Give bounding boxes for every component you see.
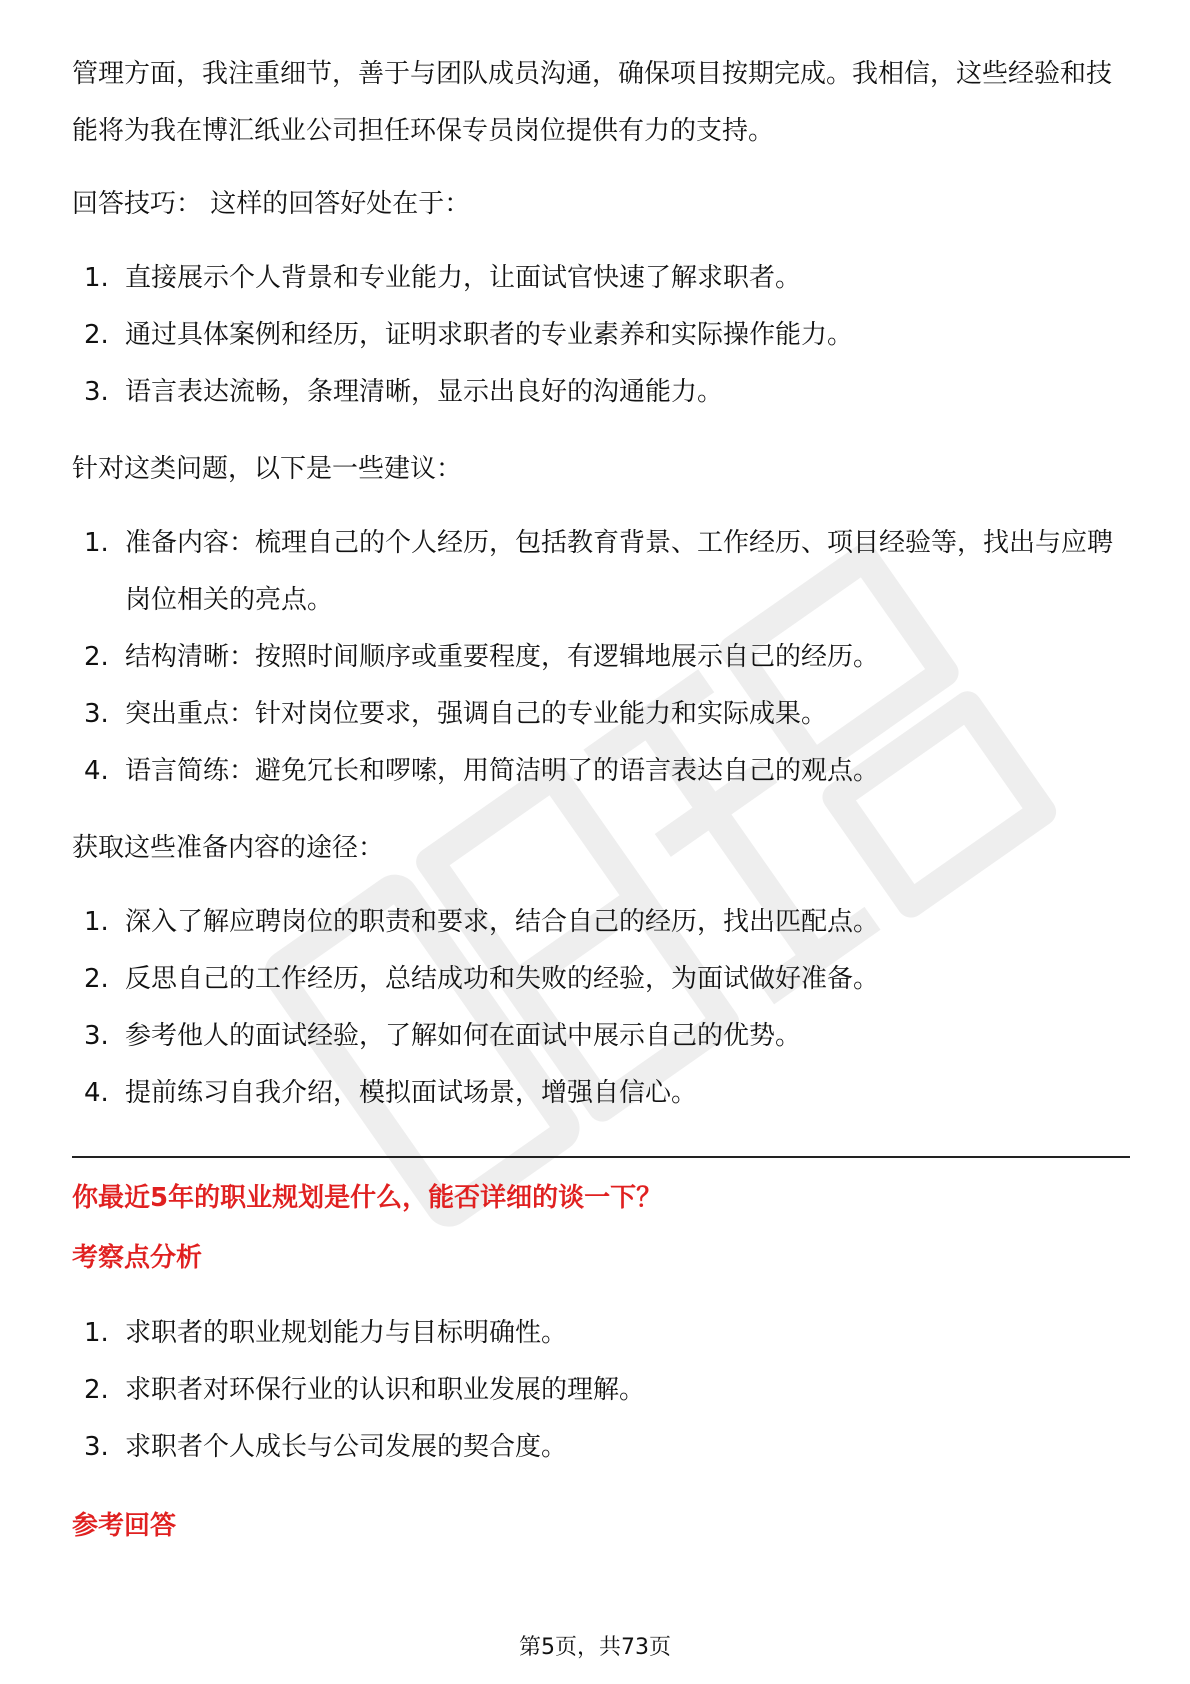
sources-heading: 获取这些准备内容的途径： <box>72 833 385 863</box>
intro-paragraph: 管理方面，我注重细节，善于与团队成员沟通，确保项目按期完成。我相信，这些经验和技能将为我在博汇纸业公司担任环保专员岗位提供有力的支持。 <box>72 59 1113 146</box>
list-item: 1. 求职者的职业规划能力与目标明确性。 <box>84 1318 568 1348</box>
question-title: 你最近5年的职业规划是什么，能否详细的谈一下？ <box>72 1183 663 1213</box>
list-item: 4. 语言简练：避免冗长和啰嗦，用简洁明了的语言表达自己的观点。 <box>84 756 880 786</box>
list-item: 1. 直接展示个人背景和专业能力，让面试官快速了解求职者。 <box>84 263 802 293</box>
page-indicator: 第5页，共73页 <box>519 1635 671 1660</box>
list-item: 2. 通过具体案例和经历，证明求职者的专业素养和实际操作能力。 <box>84 320 854 350</box>
suggestions-list <box>72 515 1130 800</box>
list-item: 3. 语言表达流畅，条理清晰，显示出良好的沟通能力。 <box>84 377 724 407</box>
analysis-list <box>72 1305 1130 1476</box>
list-item: 3. 求职者个人成长与公司发展的契合度。 <box>84 1432 568 1462</box>
sources-list <box>72 894 1130 1122</box>
suggestions-heading: 针对这类问题，以下是一些建议： <box>72 454 463 484</box>
tips-heading: 回答技巧： 这样的回答好处在于： <box>72 189 471 219</box>
list-item: 2. 结构清晰：按照时间顺序或重要程度，有逻辑地展示自己的经历。 <box>84 642 880 672</box>
list-item: 1. 深入了解应聘岗位的职责和要求，结合自己的经历，找出匹配点。 <box>84 907 880 937</box>
reference-heading: 参考回答 <box>72 1511 177 1541</box>
tips-list <box>72 250 1130 421</box>
list-item: 2. 求职者对环保行业的认识和职业发展的理解。 <box>84 1375 646 1405</box>
section-divider <box>72 1156 1130 1158</box>
list-item: 4. 提前练习自我介绍，模拟面试场景，增强自信心。 <box>84 1078 698 1108</box>
list-item: 3. 突出重点：针对岗位要求，强调自己的专业能力和实际成果。 <box>84 699 828 729</box>
list-item: 1. 准备内容：梳理自己的个人经历，包括教育背景、工作经历、项目经验等，找出与应聘岗位相关的亮点。 <box>84 528 1114 615</box>
list-item: 2. 反思自己的工作经历，总结成功和失败的经验，为面试做好准备。 <box>84 964 880 994</box>
analysis-heading: 考察点分析 <box>72 1243 203 1273</box>
list-item: 3. 参考他人的面试经验，了解如何在面试中展示自己的优势。 <box>84 1021 802 1051</box>
document-body <box>72 46 1130 1556</box>
